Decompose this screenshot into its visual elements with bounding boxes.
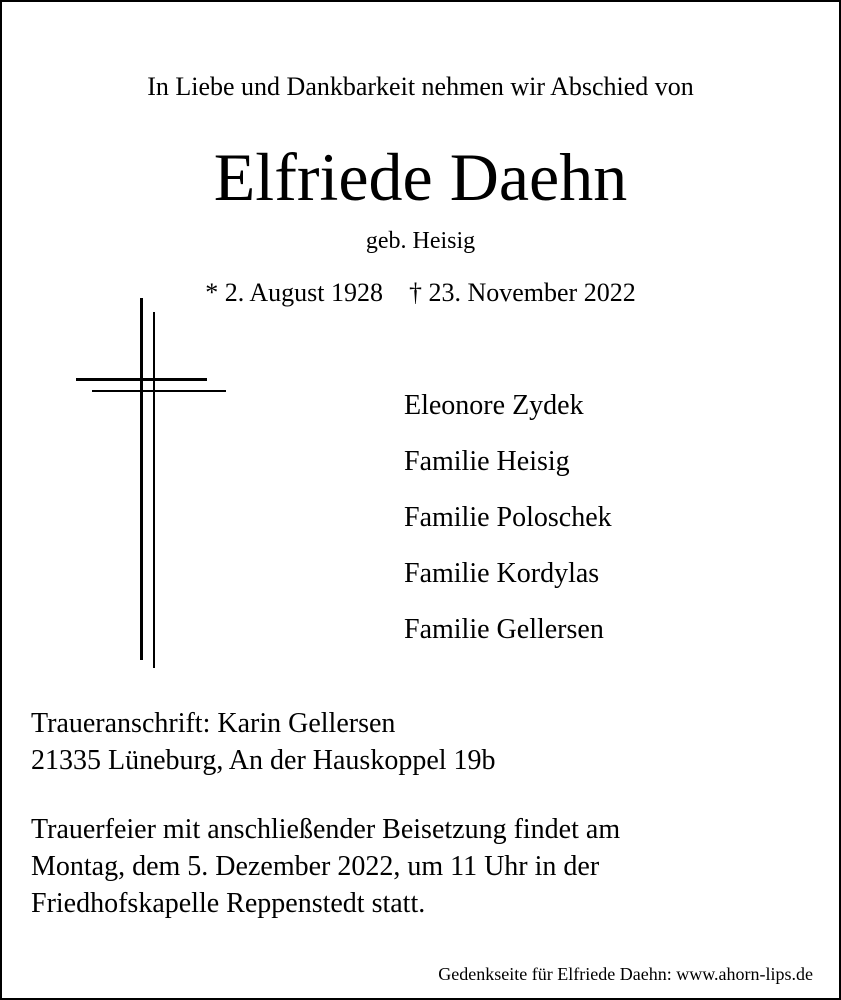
ceremony-info (31, 811, 620, 922)
cross-bar-thin-vertical (153, 312, 155, 668)
address-line-2: 21335 Lüneburg, An der Hauskoppel 19b (31, 745, 496, 776)
deceased-name: Elfriede Daehn (213, 139, 628, 215)
cross-icon (70, 290, 240, 680)
mourner-item: Eleonore Zydek (404, 390, 584, 421)
mourners-list (404, 378, 612, 658)
mourner-item: Familie Kordylas (404, 558, 600, 589)
mourner-item: Familie Gellersen (404, 614, 604, 645)
mourning-address (31, 705, 496, 779)
intro-text: In Liebe und Dankbarkeit nehmen wir Abschied von (147, 72, 694, 101)
ceremony-line-1: Trauerfeier mit anschließender Beisetzung findet am (31, 814, 621, 845)
ceremony-line-3: Friedhofskapelle Reppenstedt statt. (31, 888, 426, 919)
address-line-1: Traueranschrift: Karin Gellersen (31, 708, 396, 739)
cross-bar-thin-horizontal (92, 390, 226, 392)
death-date: † 23. November 2022 (408, 278, 636, 307)
ceremony-line-2: Montag, dem 5. Dezember 2022, um 11 Uhr in der (31, 851, 600, 882)
birth-date: * 2. August 1928 (205, 278, 383, 307)
cross-bar-thick-horizontal (76, 378, 207, 381)
cross-bar-thick-vertical (140, 298, 143, 660)
memorial-page-link: Gedenkseite für Elfriede Daehn: www.ahorn-lips.de (438, 964, 813, 984)
mourner-item: Familie Poloschek (404, 502, 612, 533)
mourner-item: Familie Heisig (404, 446, 570, 477)
maiden-name: geb. Heisig (365, 228, 476, 254)
